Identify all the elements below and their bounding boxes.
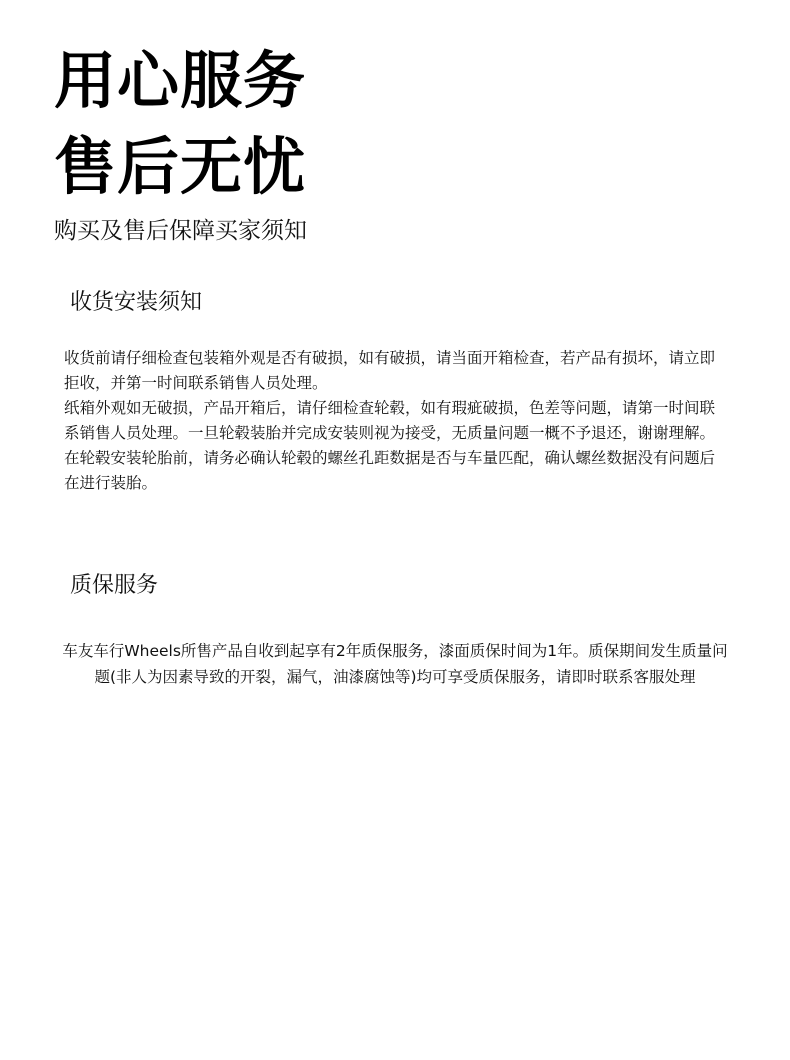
install-paragraph-unboxing: 纸箱外观如无破损，产品开箱后，请仔细检查轮毂，如有瑕疵破损，色差等问题，请第一时间联系销售人员处理。一旦轮毂装胎并完成安装则视为接受，无质量问题一概不予退还，谢谢理解。	[64, 399, 716, 442]
warranty-section-body	[62, 638, 728, 690]
install-section-heading: 收货安装须知	[70, 290, 203, 315]
hero-title-line-2: 售后无忧	[54, 130, 307, 203]
install-paragraph-mounting: 在轮毂安装轮胎前，请务必确认轮毂的螺丝孔距数据是否与车量匹配，确认螺丝数据没有问题后在进行装胎。	[64, 449, 716, 492]
install-paragraph-inspection: 收货前请仔细检查包装箱外观是否有破损，如有破损，请当面开箱检查，若产品有损坏，请立即拒收，并第一时间联系销售人员处理。	[64, 349, 716, 392]
warranty-paragraph: 车友车行Wheels所售产品自收到起享有2年质保服务，漆面质保时间为1年。质保期间发生质量问题(非人为因素导致的开裂，漏气，油漆腐蚀等)均可享受质保服务，请即时联系客服处理	[62, 642, 728, 686]
warranty-section-heading: 质保服务	[70, 573, 159, 598]
install-section-body	[64, 346, 724, 496]
hero-title-line-1: 用心服务	[54, 44, 307, 117]
page-subtitle: 购买及售后保障买家须知	[54, 218, 307, 244]
